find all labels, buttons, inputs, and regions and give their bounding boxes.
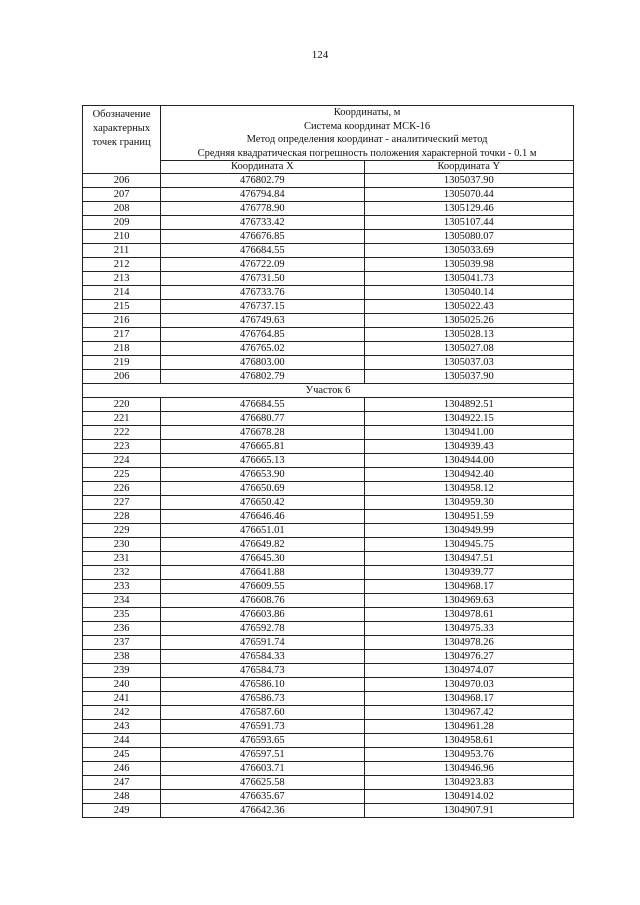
point-number-cell: 210 [83, 230, 161, 244]
x-coordinate-cell: 476665.13 [161, 454, 364, 468]
y-column-header: Координата Y [364, 161, 573, 174]
x-coordinate-cell: 476803.00 [161, 356, 364, 370]
coords-title: Координаты, м [333, 107, 401, 118]
x-coordinate-cell: 476591.74 [161, 636, 364, 650]
y-coordinate-cell: 1304923.83 [364, 776, 573, 790]
x-coordinate-cell: 476603.86 [161, 608, 364, 622]
point-number-cell: 247 [83, 776, 161, 790]
x-coordinate-cell: 476635.67 [161, 790, 364, 804]
x-coordinate-cell: 476587.60 [161, 706, 364, 720]
y-coordinate-cell: 1304959.30 [364, 496, 573, 510]
x-coordinate-cell: 476586.10 [161, 678, 364, 692]
y-coordinate-cell: 1304942.40 [364, 468, 573, 482]
point-number-cell: 232 [83, 566, 161, 580]
y-coordinate-cell: 1304944.00 [364, 454, 573, 468]
table-row [83, 286, 574, 300]
x-coordinate-cell: 476665.81 [161, 440, 364, 454]
point-number-cell: 231 [83, 552, 161, 566]
y-coordinate-cell: 1304949.99 [364, 524, 573, 538]
table-row [83, 538, 574, 552]
point-number-cell: 221 [83, 412, 161, 426]
table-header-row [83, 106, 574, 161]
y-coordinate-cell: 1304907.91 [364, 804, 573, 818]
y-coordinate-cell: 1304976.27 [364, 650, 573, 664]
table-row [83, 734, 574, 748]
table-row [83, 566, 574, 580]
y-coordinate-cell: 1304958.61 [364, 734, 573, 748]
x-coordinate-cell: 476737.15 [161, 300, 364, 314]
x-coordinate-cell: 476802.79 [161, 370, 364, 384]
table-row [83, 356, 574, 370]
table-row [83, 216, 574, 230]
point-number-cell: 218 [83, 342, 161, 356]
point-number-cell: 234 [83, 594, 161, 608]
y-coordinate-cell: 1304978.61 [364, 608, 573, 622]
x-coordinate-cell: 476646.46 [161, 510, 364, 524]
x-coordinate-cell: 476650.69 [161, 482, 364, 496]
table-row [83, 636, 574, 650]
table-row [83, 482, 574, 496]
point-number-cell: 237 [83, 636, 161, 650]
y-coordinate-cell: 1305070.44 [364, 188, 573, 202]
y-coordinate-cell: 1304974.07 [364, 664, 573, 678]
point-number-cell: 206 [83, 370, 161, 384]
table-row [83, 258, 574, 272]
y-coordinate-cell: 1305028.13 [364, 328, 573, 342]
x-coordinate-cell: 476749.63 [161, 314, 364, 328]
y-coordinate-cell: 1305037.90 [364, 370, 573, 384]
point-number-cell: 207 [83, 188, 161, 202]
x-coordinate-cell: 476641.88 [161, 566, 364, 580]
table-row [83, 188, 574, 202]
x-coordinate-cell: 476722.09 [161, 258, 364, 272]
point-number-cell: 224 [83, 454, 161, 468]
table-row [83, 300, 574, 314]
table-row [83, 608, 574, 622]
point-number-cell: 209 [83, 216, 161, 230]
x-coordinate-cell: 476625.58 [161, 776, 364, 790]
table-row [83, 272, 574, 286]
table-row [83, 328, 574, 342]
point-number-cell: 226 [83, 482, 161, 496]
table-row [83, 762, 574, 776]
table-row [83, 804, 574, 818]
point-number-cell: 225 [83, 468, 161, 482]
point-number-cell: 213 [83, 272, 161, 286]
x-coordinate-cell: 476591.73 [161, 720, 364, 734]
table-row [83, 524, 574, 538]
table-row [83, 622, 574, 636]
table-row [83, 678, 574, 692]
point-number-cell: 245 [83, 748, 161, 762]
point-number-cell: 214 [83, 286, 161, 300]
y-coordinate-cell: 1304968.17 [364, 692, 573, 706]
x-coordinate-cell: 476597.51 [161, 748, 364, 762]
point-number-cell: 242 [83, 706, 161, 720]
point-number-cell: 206 [83, 174, 161, 188]
table-row [83, 202, 574, 216]
point-number-cell: 241 [83, 692, 161, 706]
y-coordinate-cell: 1304967.42 [364, 706, 573, 720]
x-coordinate-cell: 476584.33 [161, 650, 364, 664]
y-coordinate-cell: 1304941.00 [364, 426, 573, 440]
y-coordinate-cell: 1304975.33 [364, 622, 573, 636]
section-title: Участок 6 [83, 384, 574, 398]
x-coordinate-cell: 476778.90 [161, 202, 364, 216]
y-coordinate-cell: 1305033.69 [364, 244, 573, 258]
point-number-cell: 233 [83, 580, 161, 594]
point-number-cell: 244 [83, 734, 161, 748]
coordinates-table [82, 105, 574, 818]
table-row [83, 454, 574, 468]
table-row [83, 552, 574, 566]
y-coordinate-cell: 1305129.46 [364, 202, 573, 216]
x-coordinate-cell: 476802.79 [161, 174, 364, 188]
x-coordinate-cell: 476584.73 [161, 664, 364, 678]
table-row [83, 370, 574, 384]
point-number-cell: 230 [83, 538, 161, 552]
table-row [83, 580, 574, 594]
y-coordinate-cell: 1305025.26 [364, 314, 573, 328]
x-coordinate-cell: 476731.50 [161, 272, 364, 286]
table-row [83, 776, 574, 790]
x-coordinate-cell: 476684.55 [161, 398, 364, 412]
point-number-cell: 220 [83, 398, 161, 412]
x-coordinate-cell: 476765.02 [161, 342, 364, 356]
section-title-row [83, 384, 574, 398]
y-coordinate-cell: 1305037.03 [364, 356, 573, 370]
y-coordinate-cell: 1304922.15 [364, 412, 573, 426]
table-row [83, 790, 574, 804]
table-row [83, 398, 574, 412]
x-coordinate-cell: 476684.55 [161, 244, 364, 258]
table-row [83, 440, 574, 454]
table-body [83, 174, 574, 818]
y-coordinate-cell: 1304978.26 [364, 636, 573, 650]
table-row [83, 720, 574, 734]
y-coordinate-cell: 1305037.90 [364, 174, 573, 188]
x-coordinate-cell: 476603.71 [161, 762, 364, 776]
point-number-cell: 246 [83, 762, 161, 776]
x-coordinate-cell: 476586.73 [161, 692, 364, 706]
x-column-header: Координата X [161, 161, 364, 174]
point-number-cell: 239 [83, 664, 161, 678]
point-number-cell: 211 [83, 244, 161, 258]
point-number-cell: 249 [83, 804, 161, 818]
y-coordinate-cell: 1305027.08 [364, 342, 573, 356]
y-coordinate-cell: 1304892.51 [364, 398, 573, 412]
point-number-cell: 212 [83, 258, 161, 272]
x-coordinate-cell: 476733.76 [161, 286, 364, 300]
y-coordinate-cell: 1304947.51 [364, 552, 573, 566]
table-row [83, 468, 574, 482]
x-coordinate-cell: 476645.30 [161, 552, 364, 566]
y-coordinate-cell: 1305022.43 [364, 300, 573, 314]
y-coordinate-cell: 1305039.98 [364, 258, 573, 272]
point-number-cell: 227 [83, 496, 161, 510]
table-row [83, 230, 574, 244]
table-row [83, 594, 574, 608]
table-row [83, 650, 574, 664]
table-row [83, 314, 574, 328]
y-coordinate-cell: 1304953.76 [364, 748, 573, 762]
x-coordinate-cell: 476592.78 [161, 622, 364, 636]
y-coordinate-cell: 1305041.73 [364, 272, 573, 286]
point-number-cell: 223 [83, 440, 161, 454]
y-coordinate-cell: 1304970.03 [364, 678, 573, 692]
point-number-cell: 238 [83, 650, 161, 664]
point-number-cell: 222 [83, 426, 161, 440]
point-number-cell: 243 [83, 720, 161, 734]
x-coordinate-cell: 476651.01 [161, 524, 364, 538]
point-number-cell: 235 [83, 608, 161, 622]
coords-system: Система координат МСК-16 [304, 120, 431, 132]
y-coordinate-cell: 1304939.43 [364, 440, 573, 454]
y-coordinate-cell: 1304951.59 [364, 510, 573, 524]
table-row [83, 748, 574, 762]
y-coordinate-cell: 1304958.12 [364, 482, 573, 496]
y-coordinate-cell: 1304914.02 [364, 790, 573, 804]
y-coordinate-cell: 1304946.96 [364, 762, 573, 776]
point-number-cell: 219 [83, 356, 161, 370]
table-row [83, 664, 574, 678]
y-coordinate-cell: 1304961.28 [364, 720, 573, 734]
x-coordinate-cell: 476593.65 [161, 734, 364, 748]
x-coordinate-cell: 476764.85 [161, 328, 364, 342]
point-number-cell: 248 [83, 790, 161, 804]
y-coordinate-cell: 1304969.63 [364, 594, 573, 608]
point-number-cell: 216 [83, 314, 161, 328]
y-coordinate-cell: 1304968.17 [364, 580, 573, 594]
point-number-cell: 240 [83, 678, 161, 692]
table-row [83, 706, 574, 720]
x-coordinate-cell: 476676.85 [161, 230, 364, 244]
table-row [83, 342, 574, 356]
x-coordinate-cell: 476649.82 [161, 538, 364, 552]
x-coordinate-cell: 476608.76 [161, 594, 364, 608]
point-number-cell: 217 [83, 328, 161, 342]
point-column-header: Обозначение характерных точек границ [83, 106, 161, 174]
x-coordinate-cell: 476733.42 [161, 216, 364, 230]
coords-method: Метод определения координат - аналитический метод [246, 134, 488, 145]
x-coordinate-cell: 476642.36 [161, 804, 364, 818]
x-coordinate-cell: 476678.28 [161, 426, 364, 440]
x-coordinate-cell: 476794.84 [161, 188, 364, 202]
coords-accuracy: Средняя квадратическая погрешность положения характерной точки - 0.1 м [197, 147, 537, 159]
x-coordinate-cell: 476650.42 [161, 496, 364, 510]
point-number-cell: 236 [83, 622, 161, 636]
point-number-cell: 215 [83, 300, 161, 314]
table-row [83, 174, 574, 188]
y-coordinate-cell: 1305040.14 [364, 286, 573, 300]
table-row [83, 426, 574, 440]
y-coordinate-cell: 1304945.75 [364, 538, 573, 552]
point-number-cell: 228 [83, 510, 161, 524]
table-row [83, 510, 574, 524]
coordinates-header [161, 106, 574, 161]
x-coordinate-cell: 476609.55 [161, 580, 364, 594]
y-coordinate-cell: 1305080.07 [364, 230, 573, 244]
table-row [83, 412, 574, 426]
y-coordinate-cell: 1305107.44 [364, 216, 573, 230]
table-row [83, 692, 574, 706]
point-number-cell: 208 [83, 202, 161, 216]
point-number-cell: 229 [83, 524, 161, 538]
table-row [83, 244, 574, 258]
x-coordinate-cell: 476653.90 [161, 468, 364, 482]
page-number: 124 [311, 49, 329, 61]
x-coordinate-cell: 476680.77 [161, 412, 364, 426]
table-row [83, 496, 574, 510]
y-coordinate-cell: 1304939.77 [364, 566, 573, 580]
